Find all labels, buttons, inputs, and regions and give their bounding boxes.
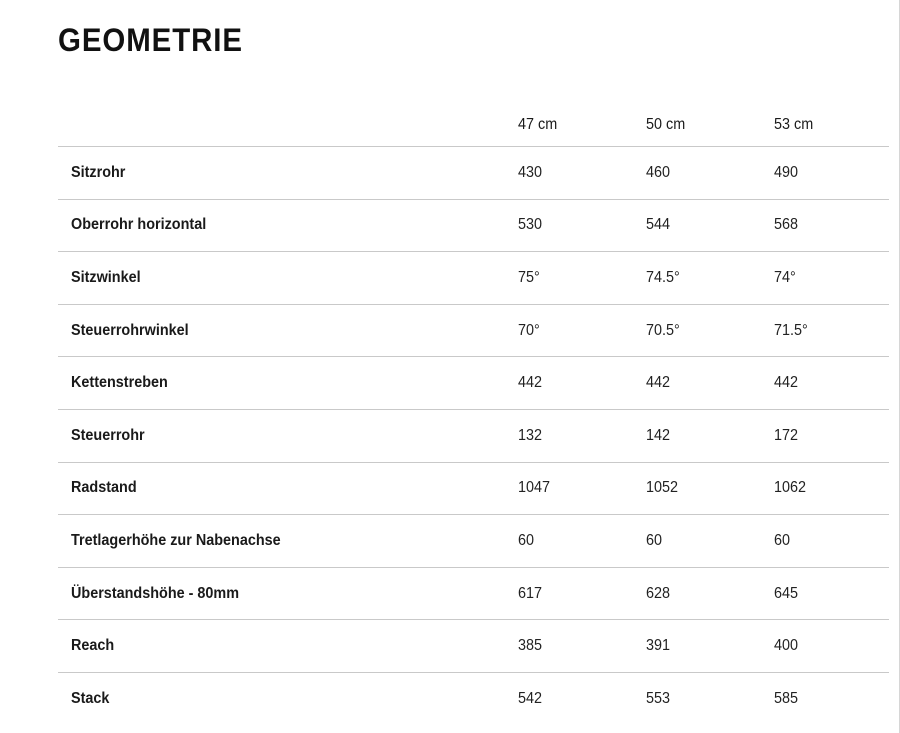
table-row — [58, 463, 889, 516]
table-cell: 60 — [774, 531, 791, 549]
table-cell: 70° — [518, 321, 540, 339]
table-cell: 617 — [518, 584, 543, 602]
table-row — [58, 673, 889, 726]
row-label: Steuerrohrwinkel — [71, 321, 189, 339]
table-cell: 60 — [518, 531, 535, 549]
table-cell: 391 — [646, 637, 671, 655]
table-cell: 385 — [518, 637, 543, 655]
row-label: Sitzrohr — [71, 163, 126, 181]
table-cell: 628 — [646, 584, 671, 602]
table-row — [58, 252, 889, 305]
table-cell: 74.5° — [646, 268, 680, 286]
table-row — [58, 410, 889, 463]
table-cell: 542 — [518, 690, 543, 708]
table-cell: 1062 — [774, 479, 807, 497]
table-row — [58, 620, 889, 673]
table-cell: 544 — [646, 216, 671, 234]
table-cell: 442 — [774, 374, 799, 392]
table-cell: 172 — [774, 426, 799, 444]
column-header: 50 cm — [646, 115, 686, 133]
table-cell: 460 — [646, 163, 671, 181]
table-row — [58, 515, 889, 568]
row-label: Radstand — [71, 479, 137, 497]
table-cell: 74° — [774, 268, 796, 286]
table-cell: 568 — [774, 216, 799, 234]
table-cell: 442 — [518, 374, 543, 392]
table-row — [58, 200, 889, 253]
row-label: Überstandshöhe - 80mm — [71, 584, 240, 602]
table-row — [58, 357, 889, 410]
table-cell: 490 — [774, 163, 799, 181]
table-cell: 645 — [774, 584, 799, 602]
table-row — [58, 568, 889, 621]
table-cell: 530 — [518, 216, 543, 234]
table-cell: 553 — [646, 690, 671, 708]
row-label: Sitzwinkel — [71, 268, 141, 286]
table-cell: 75° — [518, 268, 540, 286]
table-cell: 400 — [774, 637, 799, 655]
column-header: 53 cm — [774, 115, 814, 133]
table-cell: 442 — [646, 374, 671, 392]
table-cell: 430 — [518, 163, 543, 181]
table-row — [58, 147, 889, 200]
table-cell: 71.5° — [774, 321, 808, 339]
table-cell: 1052 — [646, 479, 679, 497]
table-cell: 585 — [774, 690, 799, 708]
table-row — [58, 305, 889, 358]
geometry-table — [58, 95, 889, 726]
row-label: Steuerrohr — [71, 426, 145, 444]
table-cell: 70.5° — [646, 321, 680, 339]
table-header-row — [58, 95, 889, 147]
row-label: Reach — [71, 637, 115, 655]
table-cell: 60 — [646, 531, 663, 549]
row-label: Oberrohr horizontal — [71, 216, 207, 234]
row-label: Kettenstreben — [71, 374, 168, 392]
row-label: Stack — [71, 690, 110, 708]
row-label: Tretlagerhöhe zur Nabenachse — [71, 531, 281, 549]
page-title: GEOMETRIE — [58, 22, 243, 58]
table-cell: 1047 — [518, 479, 551, 497]
column-header: 47 cm — [518, 115, 558, 133]
table-cell: 142 — [646, 426, 671, 444]
table-cell: 132 — [518, 426, 543, 444]
